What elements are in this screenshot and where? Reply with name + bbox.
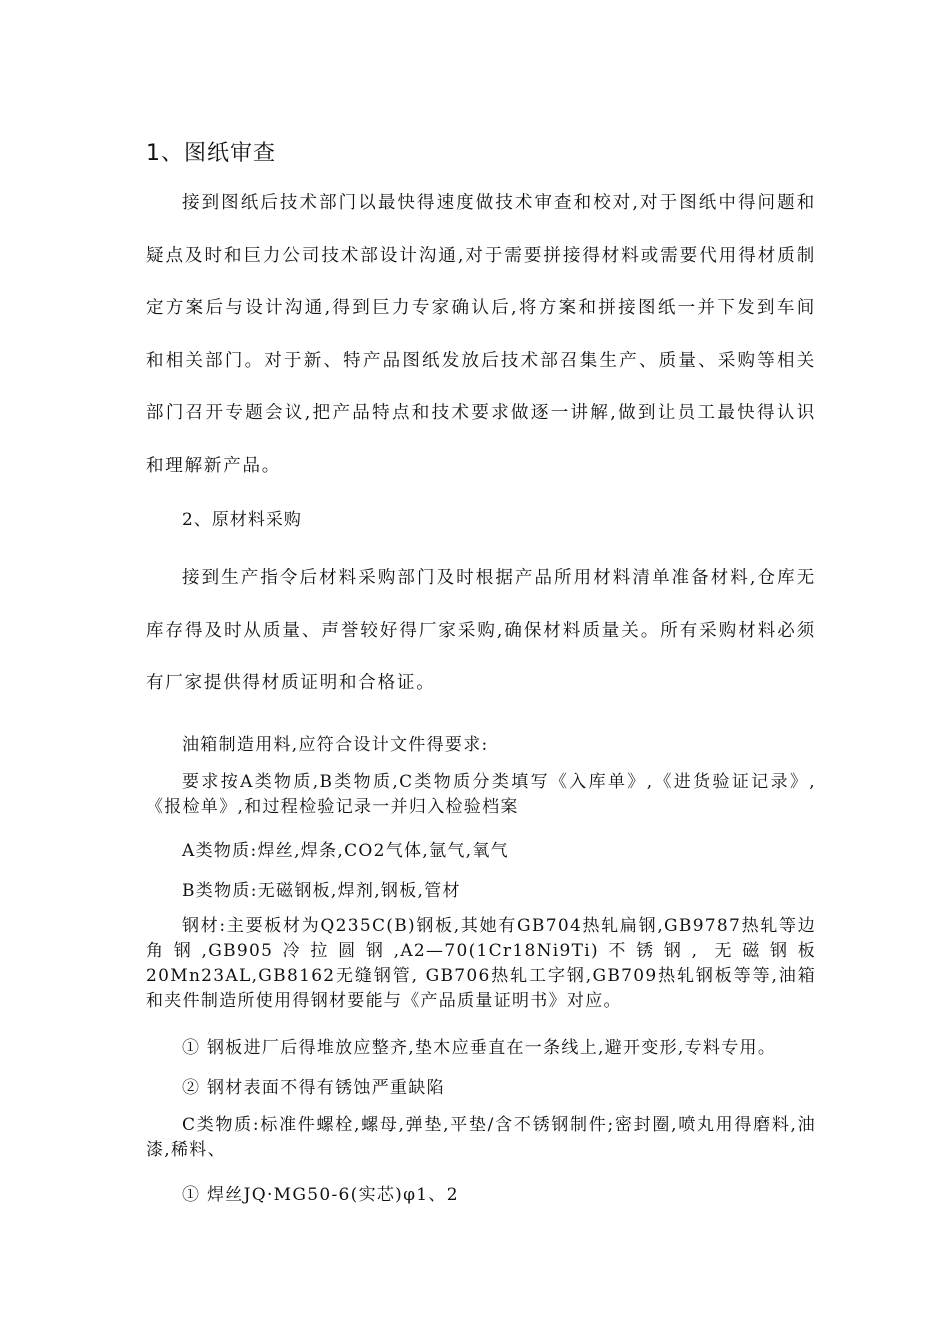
section-1-heading: 1、图纸审查	[146, 141, 276, 166]
section-2-heading: 2、原材料采购	[182, 510, 302, 530]
section-1-paragraph: 接到图纸后技术部门以最快得速度做技术审查和校对,对于图纸中得问题和疑点及时和巨力公司技术部设计沟通,对于需要拼接得材料或需要代用得材质制定方案后与设计沟通,得到巨力专家确认后,将方案和拼接图纸一并下发到车间和相关部门。对于新、特产品图纸发放后技术部召集生产、质量、采购等相关部门召开专题会议,把产品特点和技术要求做逐一讲解,做到让员工最快得认识和理解新产品。	[146, 193, 816, 476]
requirement-paragraph: 要求按A类物质,B类物质,C类物质分类填写《入库单》,《进货验证记录》,《报检单》,和过程检验记录一并归入检验档案	[146, 772, 816, 817]
welding-wire-line: ① 焊丝JQ·MG50-6(实芯)φ1、2	[182, 1185, 459, 1205]
section-2-paragraph: 接到生产指令后材料采购部门及时根据产品所用材料清单准备材料,仓库无库存得及时从质量、声誉较好得厂家采购,确保材料质量关。所有采购材料必须有厂家提供得材质证明和合格证。	[146, 568, 816, 693]
steel-paragraph: 钢材:主要板材为Q235C(B)钢板,其她有GB704热轧扁钢,GB9787热轧等边角钢,GB905冷拉圆钢,A2—70(1Cr18Ni9Ti)不锈钢, 无磁钢板20Mn23AL,GB8162无缝钢管, GB706热轧工字钢,GB709热轧钢板等等,油箱和夹件制造所使用得钢材要能与《产品质量证明书》对应。	[146, 916, 816, 1011]
class-b-line: B类物质:无磁钢板,焊剂,钢板,管材	[182, 881, 461, 901]
class-a-line: A类物质:焊丝,焊条,CO2气体,氩气,氧气	[182, 841, 509, 861]
tank-material-line: 油箱制造用料,应符合设计文件得要求:	[182, 735, 489, 755]
class-c-paragraph: C类物质:标准件螺栓,螺母,弹垫,平垫/含不锈钢制件;密封圈,喷丸用得磨料,油漆,稀料、	[146, 1115, 816, 1160]
note-1-line: ① 钢板进厂后得堆放应整齐,垫木应垂直在一条线上,避开变形,专料专用。	[182, 1038, 777, 1058]
note-2-line: ② 钢材表面不得有锈蚀严重缺陷	[182, 1078, 445, 1098]
